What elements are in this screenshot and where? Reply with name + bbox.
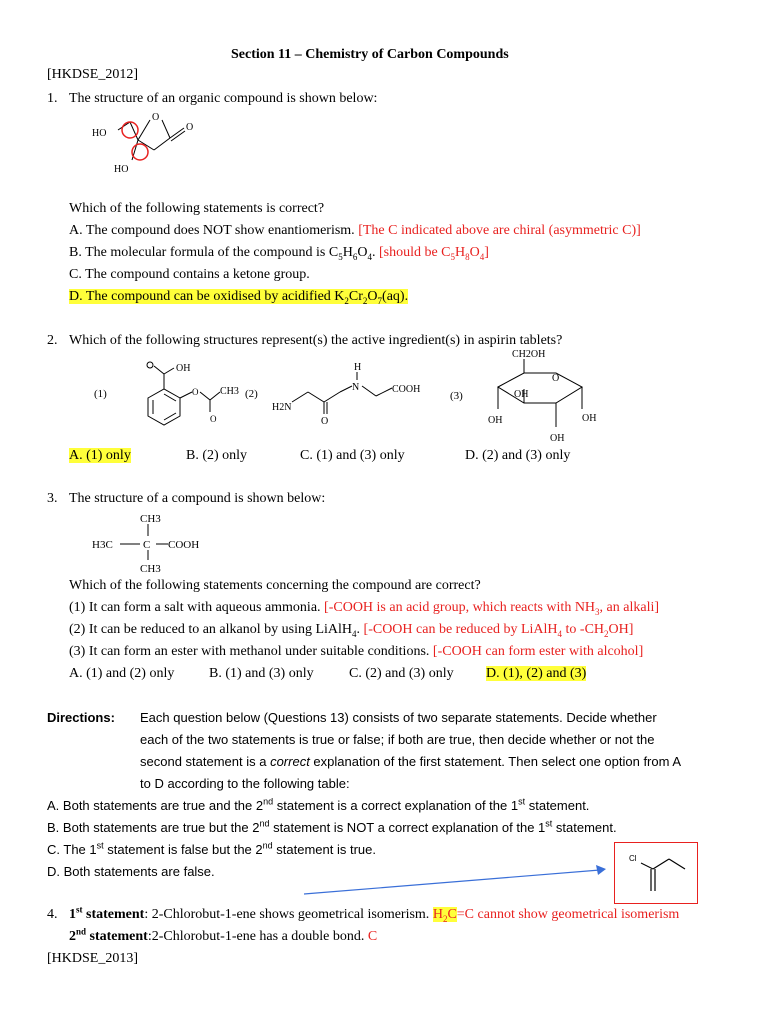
- q2-s3-o: O: [552, 373, 560, 384]
- q1-structure: [90, 108, 200, 178]
- q2-option-d: D. (2) and (3) only: [465, 448, 571, 463]
- directions-line-1: Each question below (Questions 13) consists of two separate statements. Decide whether: [140, 710, 657, 725]
- q2-s2-cooh: COOH: [392, 384, 421, 395]
- q3-option-d: D. (1), (2) and (3): [486, 666, 587, 681]
- directions-option-d: D. Both statements are false.: [47, 864, 215, 879]
- q1-question: Which of the following statements is correct?: [69, 201, 325, 216]
- q2-s3-oh3: OH: [582, 413, 597, 424]
- q2-s3-oh4: OH: [550, 433, 565, 444]
- q2-structure-2: [268, 360, 438, 430]
- q3-statement-2: (2) It can be reduced to an alkanol by using LiAlH$_4$. [-COOH can be reduced by LiAlH$_4$ to $-CH_2OH$]: [69, 622, 634, 639]
- svg-text:O: O: [192, 387, 199, 397]
- directions-option-b: B. Both statements are true but the 2nd statement is NOT a correct explanation of the 1st statement.: [47, 818, 617, 835]
- 2-chlorobut-1-ene-structure: [615, 843, 697, 903]
- q1-option-c: C. The compound contains a ketone group.: [69, 267, 310, 282]
- q2-s2-h2n: H2N: [272, 402, 292, 413]
- q3-h3c: H3C: [92, 539, 113, 551]
- q2-label-3: (3): [450, 390, 463, 402]
- q3-structure: [90, 510, 200, 574]
- q2-s3-oh1: OH: [514, 389, 529, 400]
- q2-s3-ch2oh: CH2OH: [512, 349, 546, 360]
- q2-option-c: C. (1) and (3) only: [300, 448, 405, 463]
- q2-s1-oh: OH: [176, 363, 191, 374]
- q4-statement-2: 2nd statement:2-Chlorobut-1-ene has a double bond. C: [69, 926, 378, 944]
- q2-s3-oh2: OH: [488, 415, 503, 426]
- q2-option-b: B. (2) only: [186, 448, 248, 463]
- q3-ch3-top: CH3: [140, 513, 161, 525]
- directions-option-c: C. The 1st statement is false but the 2nd statement is true.: [47, 840, 376, 857]
- q3-option-c: C. (2) and (3) only: [349, 666, 454, 681]
- q1-option-b: B. The molecular formula of the compound is $C_5H_6O_4$. [should be $C_5H_8O_4$]: [69, 245, 489, 262]
- q3-cooh: COOH: [168, 539, 200, 551]
- q1-o-keto: O: [186, 122, 194, 133]
- q2-structure-3: [478, 345, 606, 445]
- q3-c: C: [143, 539, 151, 551]
- annotation-arrow: [300, 860, 615, 900]
- exam-tag-2013: [HKDSE_2013]: [47, 951, 138, 966]
- directions-line-2: each of the two statements is true or false; if both are true, then decide whether or not the: [140, 732, 655, 747]
- q1-option-d: D. The compound can be oxidised by acidified $K_2Cr_2O_7(aq)$.: [69, 289, 409, 306]
- q2-number: 2.: [47, 333, 58, 348]
- svg-text:O: O: [210, 414, 217, 424]
- q1-option-a: A. The compound does NOT show enantiomerism. [The C indicated above are chiral (asymmetric C)]: [69, 223, 641, 238]
- box-cl-label: Cl: [629, 854, 637, 863]
- q2-label-2: (2): [245, 388, 258, 400]
- q2-s2-o: O: [321, 416, 329, 427]
- q4-number: 4.: [47, 907, 58, 922]
- chiral-marker-1: [122, 122, 138, 138]
- q4-statement-1: 1st statement: 2-Chlorobut-1-ene shows geometrical isomerism. $H_2C=C$ cannot show geometrical isomerism: [69, 904, 680, 924]
- q2-s2-n: N: [352, 382, 360, 393]
- q1-number: 1.: [47, 91, 58, 106]
- q3-statement-3: (3) It can form an ester with methanol under suitable conditions. [-COOH can form ester with alcohol]: [69, 644, 644, 659]
- page-title: Section 11 – Chemistry of Carbon Compounds: [231, 47, 509, 62]
- q1-stem: The structure of an organic compound is shown below:: [69, 91, 378, 106]
- q3-question: Which of the following statements concerning the compound are correct?: [69, 578, 481, 593]
- q3-stem: The structure of a compound is shown below:: [69, 491, 326, 506]
- directions-option-a: A. Both statements are true and the 2nd statement is a correct explanation of the 1st statement.: [47, 796, 590, 813]
- structure-box: [614, 842, 698, 904]
- q1-ho-bottom: HO: [114, 164, 129, 175]
- directions-line-4: to D according to the following table:: [140, 776, 350, 791]
- q2-option-a: A. (1) only: [69, 448, 131, 463]
- q3-option-b: B. (1) and (3) only: [209, 666, 314, 681]
- q3-number: 3.: [47, 491, 58, 506]
- q3-option-a: A. (1) and (2) only: [69, 666, 175, 681]
- directions-label: Directions:: [47, 710, 115, 725]
- exam-tag-2012: [HKDSE_2012]: [47, 67, 138, 82]
- q3-statement-1: (1) It can form a salt with aqueous ammonia. [-COOH is an acid group, which reacts with $NH_3$, an alkali]: [69, 600, 660, 617]
- q2-label-1: (1): [94, 388, 107, 400]
- q3-ch3-bottom: CH3: [140, 563, 161, 574]
- q2-s2-h: H: [354, 362, 362, 373]
- q1-ho-top: HO: [92, 128, 107, 139]
- q2-s1-ch3: CH3: [220, 386, 239, 397]
- q2-structure-1: [118, 358, 242, 448]
- q2-stem: Which of the following structures represent(s) the active ingredient(s) in aspirin tablets?: [69, 333, 563, 348]
- q1-o-ring: O: [152, 112, 160, 123]
- directions-line-3: second statement is a correct explanation of the first statement. Then select one option from A: [140, 754, 682, 769]
